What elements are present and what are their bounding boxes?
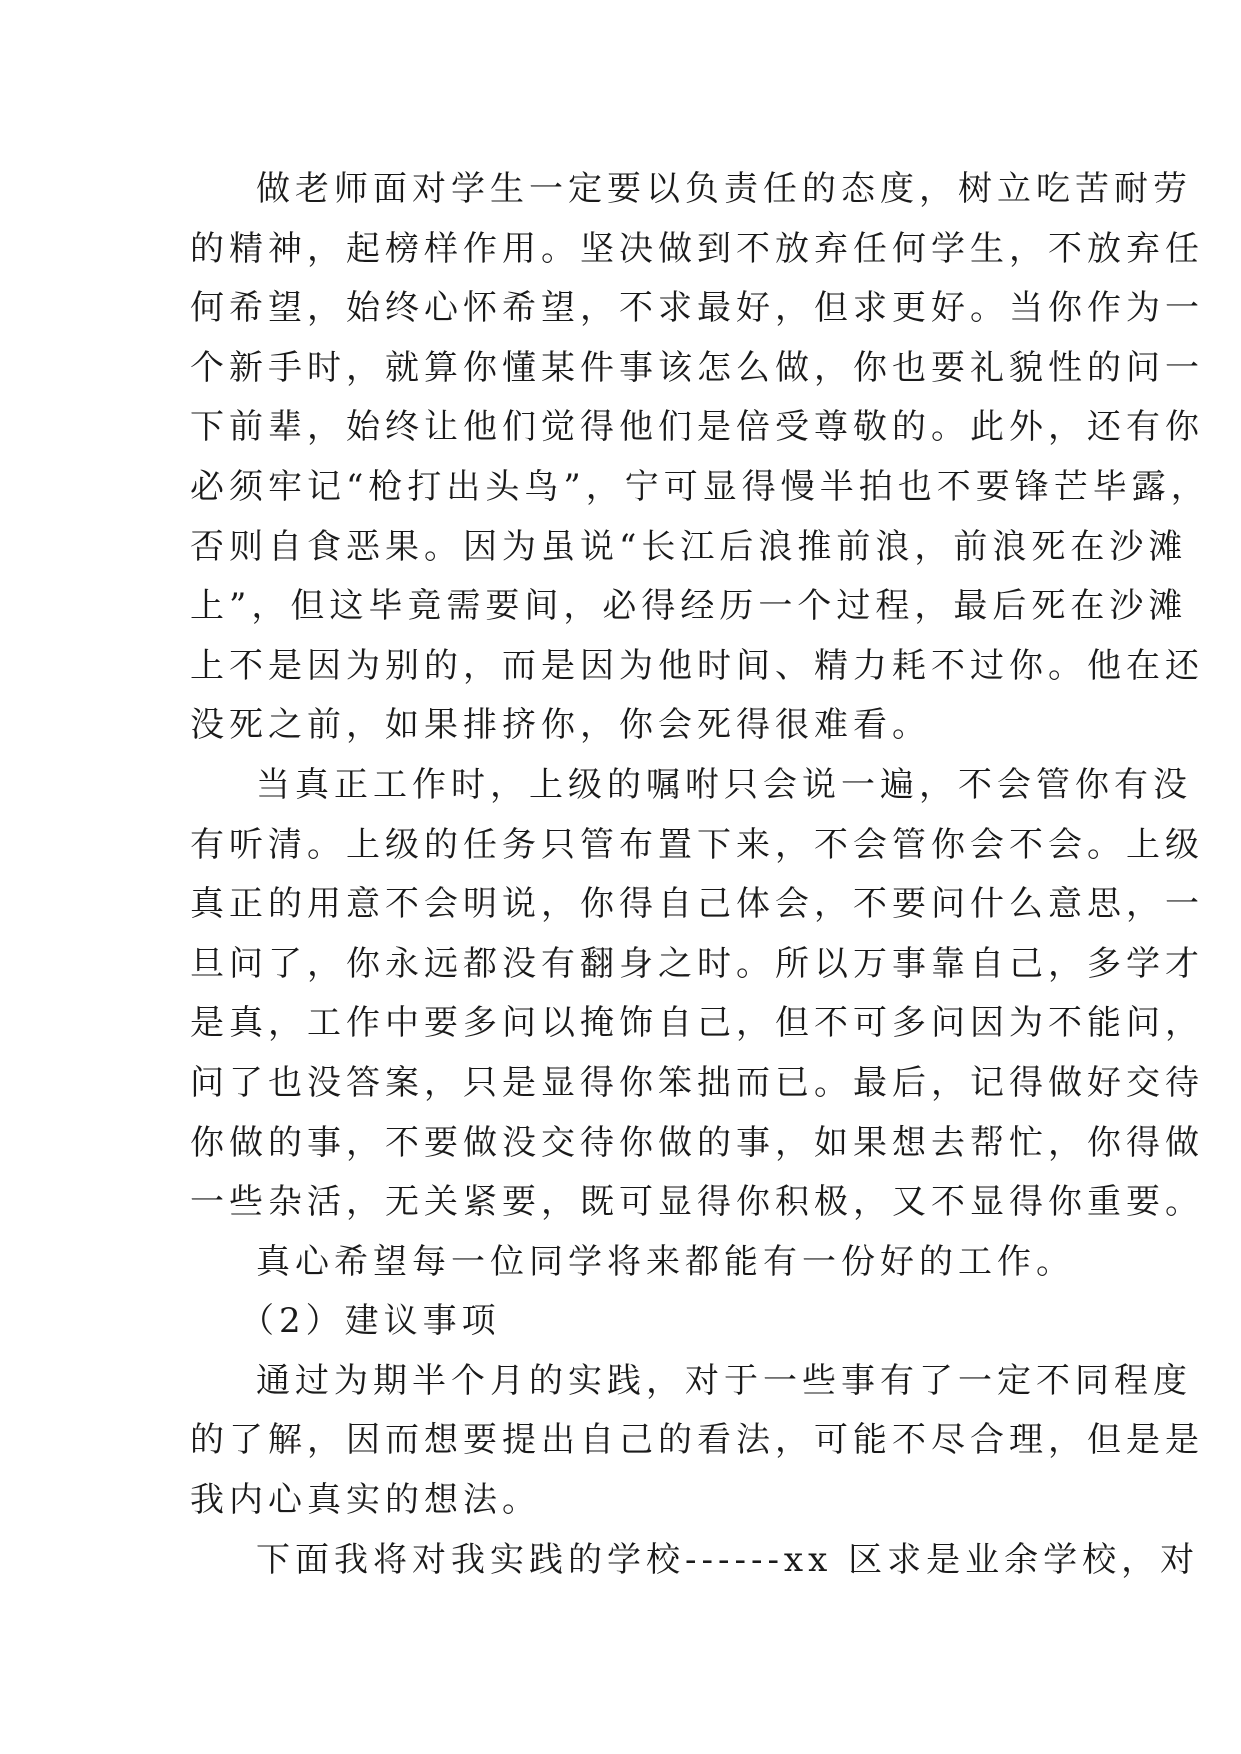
text-line: 真心希望每一位同学将来都能有一份好的工作。 (256, 1241, 1075, 1282)
text-line: 何希望，始终心怀希望，不求最好，但求更好。当你作为一 (190, 288, 1204, 329)
document-body (190, 160, 1210, 1590)
text-line: 旦问了，你永远都没有翻身之时。所以万事靠自己，多学才 (190, 943, 1204, 984)
text-line: 有听清。上级的任务只管布置下来，不会管你会不会。上级 (190, 824, 1204, 865)
text-line: 没死之前，如果排挤你，你会死得很难看。 (190, 705, 931, 746)
text-line: 我内心真实的想法。 (190, 1480, 541, 1521)
text-line: 否则自食恶果。因为虽说“长江后浪推前浪，前浪死在沙滩 (190, 526, 1188, 567)
text-line: 个新手时，就算你懂某件事该怎么做，你也要礼貌性的问一 (190, 347, 1204, 388)
text-line: 通过为期半个月的实践，对于一些事有了一定不同程度 (256, 1360, 1192, 1401)
text-line: （2）建议事项 (240, 1301, 501, 1342)
text-line: 问了也没答案，只是显得你笨拙而已。最后，记得做好交待 (190, 1062, 1204, 1103)
text-line: 的精神，起榜样作用。坚决做到不放弃任何学生，不放弃任 (190, 228, 1204, 269)
text-line: 你做的事，不要做没交待你做的事，如果想去帮忙，你得做 (190, 1122, 1204, 1163)
text-line: 下面我将对我实践的学校------xx 区求是业余学校，对 (256, 1539, 1200, 1580)
text-line: 上不是因为别的，而是因为他时间、精力耗不过你。他在还 (190, 645, 1204, 686)
text-line: 做老师面对学生一定要以负责任的态度，树立吃苦耐劳 (256, 169, 1192, 209)
text-line: 一些杂活，无关紧要，既可显得你积极，又不显得你重要。 (190, 1182, 1204, 1223)
text-line: 真正的用意不会明说，你得自己体会，不要问什么意思，一 (190, 884, 1204, 925)
text-line: 下前辈，始终让他们觉得他们是倍受尊敬的。此外，还有你 (190, 407, 1204, 448)
text-line: 是真，工作中要多问以掩饰自己，但不可多问因为不能问， (190, 1003, 1204, 1044)
text-line: 上”，但这毕竟需要间，必得经历一个过程，最后死在沙滩 (190, 586, 1188, 627)
text-line: 必须牢记“枪打出头鸟”，宁可显得慢半拍也不要锋芒毕露， (190, 466, 1210, 507)
text-line: 的了解，因而想要提出自己的看法，可能不尽合理，但是是 (190, 1420, 1204, 1461)
text-line: 当真正工作时，上级的嘱咐只会说一遍，不会管你有没 (256, 764, 1192, 805)
